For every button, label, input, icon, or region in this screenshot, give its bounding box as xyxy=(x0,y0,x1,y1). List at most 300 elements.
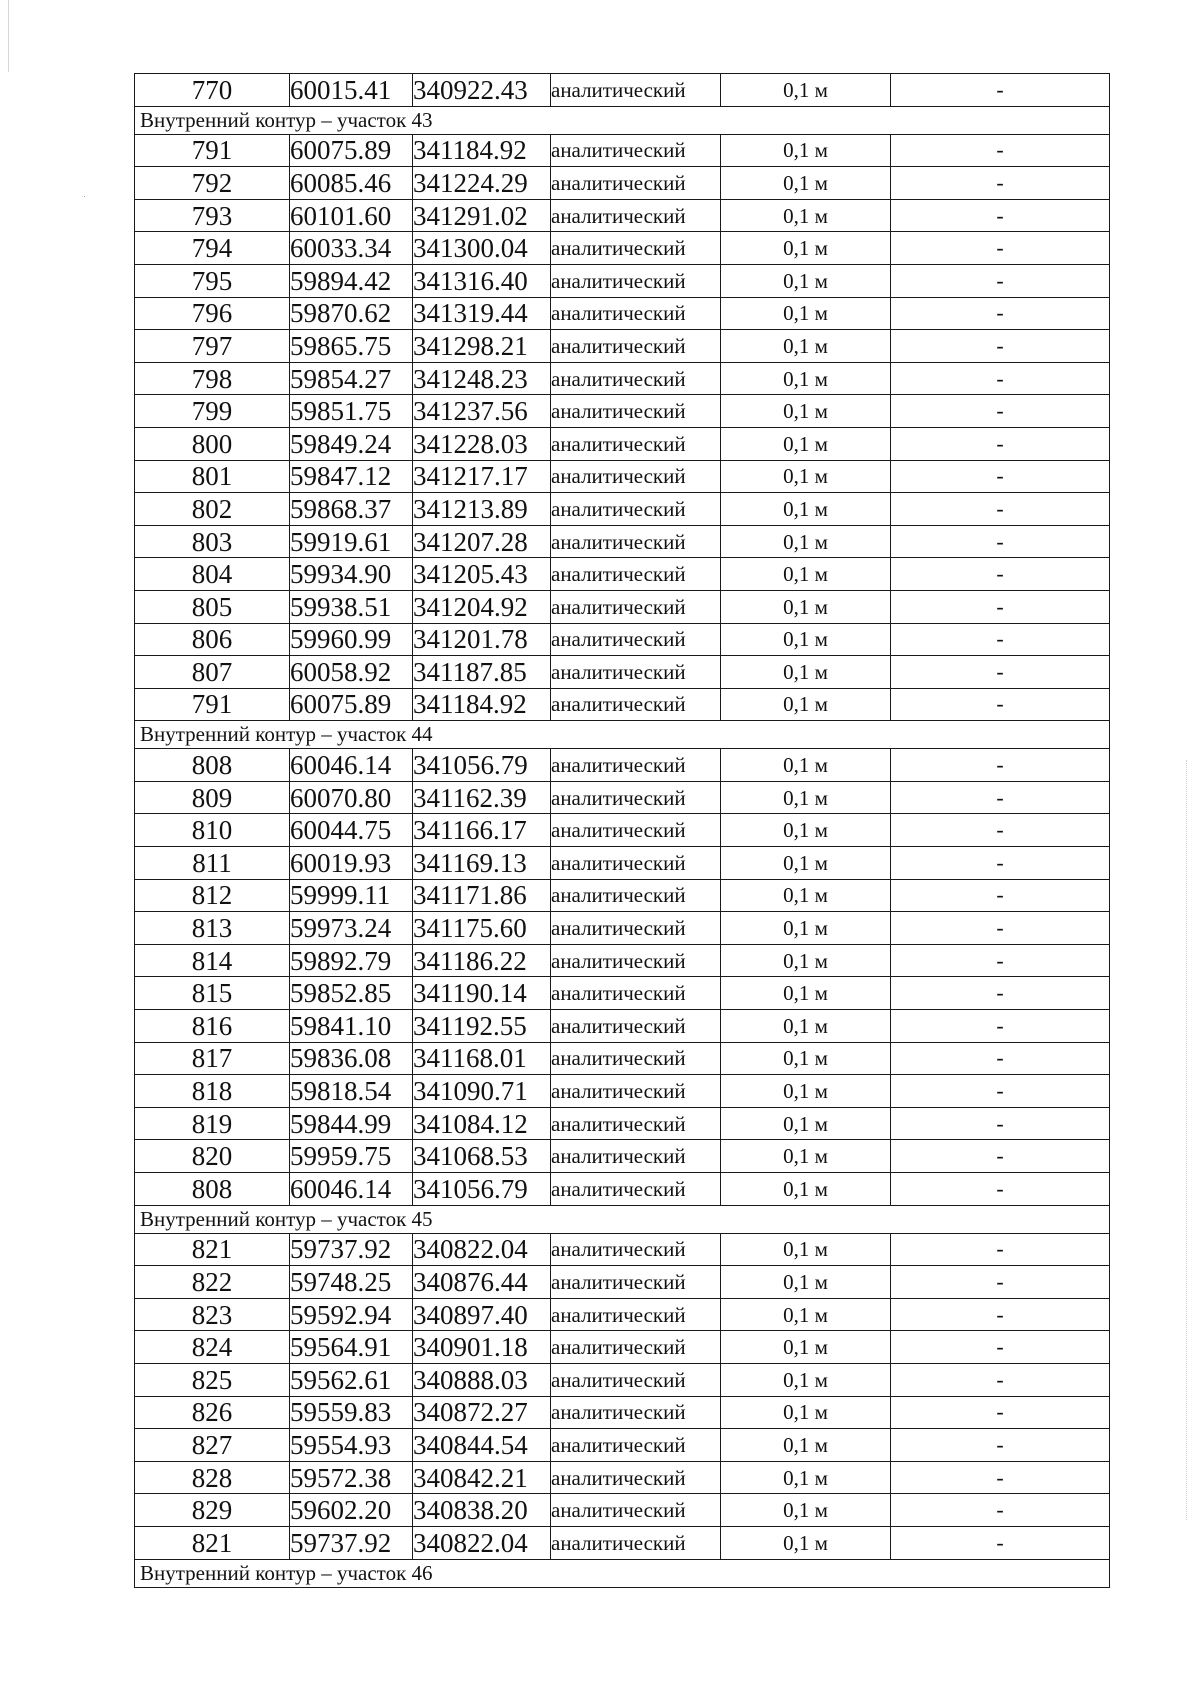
y-coordinate-cell: 340844.54 xyxy=(413,1429,551,1462)
note-cell: - xyxy=(891,1298,1110,1331)
accuracy-cell: 0,1 м xyxy=(721,199,891,232)
note-cell: - xyxy=(891,688,1110,721)
y-coordinate-cell: 341207.28 xyxy=(413,525,551,558)
y-coordinate-cell: 341169.13 xyxy=(413,847,551,880)
accuracy-cell: 0,1 м xyxy=(721,1042,891,1075)
y-coordinate-cell: 341171.86 xyxy=(413,879,551,912)
y-coordinate-cell: 341298.21 xyxy=(413,330,551,363)
y-coordinate-cell: 341190.14 xyxy=(413,977,551,1010)
accuracy-cell: 0,1 м xyxy=(721,1140,891,1173)
table-row xyxy=(135,912,1110,945)
note-cell: - xyxy=(891,199,1110,232)
method-cell: аналитический xyxy=(551,847,721,880)
x-coordinate-cell: 59999.11 xyxy=(290,879,413,912)
table-row xyxy=(135,1331,1110,1364)
accuracy-cell: 0,1 м xyxy=(721,1363,891,1396)
accuracy-cell: 0,1 м xyxy=(721,460,891,493)
note-cell: - xyxy=(891,493,1110,526)
x-coordinate-cell: 60058.92 xyxy=(290,656,413,689)
point-number-cell: 812 xyxy=(135,879,290,912)
x-coordinate-cell: 59564.91 xyxy=(290,1331,413,1364)
x-coordinate-cell: 59894.42 xyxy=(290,264,413,297)
y-coordinate-cell: 340822.04 xyxy=(413,1526,551,1559)
note-cell: - xyxy=(891,1266,1110,1299)
point-number-cell: 808 xyxy=(135,749,290,782)
y-coordinate-cell: 341184.92 xyxy=(413,134,551,167)
y-coordinate-cell: 341056.79 xyxy=(413,749,551,782)
section-header-row xyxy=(135,1205,1110,1233)
x-coordinate-cell: 59847.12 xyxy=(290,460,413,493)
y-coordinate-cell: 340838.20 xyxy=(413,1494,551,1527)
method-cell: аналитический xyxy=(551,1396,721,1429)
method-cell: аналитический xyxy=(551,1429,721,1462)
table-row xyxy=(135,1233,1110,1266)
point-number-cell: 827 xyxy=(135,1429,290,1462)
point-number-cell: 804 xyxy=(135,558,290,591)
y-coordinate-cell: 341166.17 xyxy=(413,814,551,847)
table-row xyxy=(135,847,1110,880)
table-row xyxy=(135,1396,1110,1429)
method-cell: аналитический xyxy=(551,264,721,297)
method-cell: аналитический xyxy=(551,330,721,363)
x-coordinate-cell: 60019.93 xyxy=(290,847,413,880)
note-cell: - xyxy=(891,1396,1110,1429)
x-coordinate-cell: 60085.46 xyxy=(290,167,413,200)
section-label: Внутренний контур – участок 43 xyxy=(135,106,1110,134)
section-label: Внутренний контур – участок 45 xyxy=(135,1205,1110,1233)
y-coordinate-cell: 341068.53 xyxy=(413,1140,551,1173)
accuracy-cell: 0,1 м xyxy=(721,362,891,395)
point-number-cell: 798 xyxy=(135,362,290,395)
table-row xyxy=(135,1298,1110,1331)
scan-edge-dots xyxy=(1186,760,1189,1520)
table-row xyxy=(135,297,1110,330)
accuracy-cell: 0,1 м xyxy=(721,912,891,945)
method-cell: аналитический xyxy=(551,1461,721,1494)
method-cell: аналитический xyxy=(551,1266,721,1299)
method-cell: аналитический xyxy=(551,1494,721,1527)
accuracy-cell: 0,1 м xyxy=(721,944,891,977)
accuracy-cell: 0,1 м xyxy=(721,232,891,265)
x-coordinate-cell: 60070.80 xyxy=(290,781,413,814)
method-cell: аналитический xyxy=(551,460,721,493)
x-coordinate-cell: 60015.41 xyxy=(290,74,413,107)
note-cell: - xyxy=(891,1363,1110,1396)
x-coordinate-cell: 59737.92 xyxy=(290,1526,413,1559)
accuracy-cell: 0,1 м xyxy=(721,1075,891,1108)
y-coordinate-cell: 341205.43 xyxy=(413,558,551,591)
method-cell: аналитический xyxy=(551,134,721,167)
accuracy-cell: 0,1 м xyxy=(721,264,891,297)
method-cell: аналитический xyxy=(551,493,721,526)
accuracy-cell: 0,1 м xyxy=(721,1173,891,1206)
y-coordinate-cell: 340876.44 xyxy=(413,1266,551,1299)
note-cell: - xyxy=(891,232,1110,265)
x-coordinate-cell: 59592.94 xyxy=(290,1298,413,1331)
accuracy-cell: 0,1 м xyxy=(721,395,891,428)
y-coordinate-cell: 341186.22 xyxy=(413,944,551,977)
table-row xyxy=(135,814,1110,847)
x-coordinate-cell: 59841.10 xyxy=(290,1010,413,1043)
point-number-cell: 807 xyxy=(135,656,290,689)
point-number-cell: 814 xyxy=(135,944,290,977)
coordinates-table xyxy=(134,73,1110,1588)
y-coordinate-cell: 341319.44 xyxy=(413,297,551,330)
note-cell: - xyxy=(891,167,1110,200)
x-coordinate-cell: 60046.14 xyxy=(290,1173,413,1206)
scan-speck xyxy=(84,196,85,197)
point-number-cell: 825 xyxy=(135,1363,290,1396)
x-coordinate-cell: 59892.79 xyxy=(290,944,413,977)
section-label: Внутренний контур – участок 44 xyxy=(135,721,1110,749)
method-cell: аналитический xyxy=(551,1363,721,1396)
table-row xyxy=(135,1429,1110,1462)
method-cell: аналитический xyxy=(551,1140,721,1173)
x-coordinate-cell: 59938.51 xyxy=(290,590,413,623)
table-row xyxy=(135,330,1110,363)
x-coordinate-cell: 59836.08 xyxy=(290,1042,413,1075)
method-cell: аналитический xyxy=(551,525,721,558)
method-cell: аналитический xyxy=(551,977,721,1010)
note-cell: - xyxy=(891,1461,1110,1494)
note-cell: - xyxy=(891,623,1110,656)
method-cell: аналитический xyxy=(551,656,721,689)
note-cell: - xyxy=(891,1526,1110,1559)
table-row xyxy=(135,688,1110,721)
y-coordinate-cell: 341184.92 xyxy=(413,688,551,721)
y-coordinate-cell: 341300.04 xyxy=(413,232,551,265)
x-coordinate-cell: 59851.75 xyxy=(290,395,413,428)
point-number-cell: 806 xyxy=(135,623,290,656)
table-row xyxy=(135,944,1110,977)
point-number-cell: 810 xyxy=(135,814,290,847)
accuracy-cell: 0,1 м xyxy=(721,623,891,656)
table-row xyxy=(135,656,1110,689)
point-number-cell: 792 xyxy=(135,167,290,200)
method-cell: аналитический xyxy=(551,1107,721,1140)
method-cell: аналитический xyxy=(551,74,721,107)
point-number-cell: 795 xyxy=(135,264,290,297)
y-coordinate-cell: 341228.03 xyxy=(413,427,551,460)
method-cell: аналитический xyxy=(551,781,721,814)
table-row xyxy=(135,879,1110,912)
point-number-cell: 813 xyxy=(135,912,290,945)
method-cell: аналитический xyxy=(551,749,721,782)
accuracy-cell: 0,1 м xyxy=(721,688,891,721)
point-number-cell: 791 xyxy=(135,688,290,721)
accuracy-cell: 0,1 м xyxy=(721,1107,891,1140)
table-row xyxy=(135,395,1110,428)
accuracy-cell: 0,1 м xyxy=(721,879,891,912)
note-cell: - xyxy=(891,264,1110,297)
accuracy-cell: 0,1 м xyxy=(721,1266,891,1299)
accuracy-cell: 0,1 м xyxy=(721,558,891,591)
point-number-cell: 816 xyxy=(135,1010,290,1043)
x-coordinate-cell: 59868.37 xyxy=(290,493,413,526)
x-coordinate-cell: 59844.99 xyxy=(290,1107,413,1140)
point-number-cell: 799 xyxy=(135,395,290,428)
point-number-cell: 805 xyxy=(135,590,290,623)
accuracy-cell: 0,1 м xyxy=(721,525,891,558)
x-coordinate-cell: 59602.20 xyxy=(290,1494,413,1527)
y-coordinate-cell: 341201.78 xyxy=(413,623,551,656)
note-cell: - xyxy=(891,781,1110,814)
x-coordinate-cell: 60075.89 xyxy=(290,688,413,721)
table-row xyxy=(135,493,1110,526)
table-row xyxy=(135,199,1110,232)
table-row xyxy=(135,1042,1110,1075)
table-row xyxy=(135,558,1110,591)
method-cell: аналитический xyxy=(551,1042,721,1075)
point-number-cell: 815 xyxy=(135,977,290,1010)
y-coordinate-cell: 341213.89 xyxy=(413,493,551,526)
accuracy-cell: 0,1 м xyxy=(721,297,891,330)
note-cell: - xyxy=(891,1494,1110,1527)
y-coordinate-cell: 341192.55 xyxy=(413,1010,551,1043)
accuracy-cell: 0,1 м xyxy=(721,1461,891,1494)
table-row xyxy=(135,525,1110,558)
method-cell: аналитический xyxy=(551,879,721,912)
point-number-cell: 770 xyxy=(135,74,290,107)
table-row xyxy=(135,1075,1110,1108)
note-cell: - xyxy=(891,558,1110,591)
note-cell: - xyxy=(891,1331,1110,1364)
accuracy-cell: 0,1 м xyxy=(721,590,891,623)
accuracy-cell: 0,1 м xyxy=(721,1526,891,1559)
point-number-cell: 821 xyxy=(135,1526,290,1559)
note-cell: - xyxy=(891,74,1110,107)
method-cell: аналитический xyxy=(551,1075,721,1108)
y-coordinate-cell: 341162.39 xyxy=(413,781,551,814)
method-cell: аналитический xyxy=(551,395,721,428)
point-number-cell: 797 xyxy=(135,330,290,363)
y-coordinate-cell: 341056.79 xyxy=(413,1173,551,1206)
method-cell: аналитический xyxy=(551,1526,721,1559)
table-row xyxy=(135,167,1110,200)
y-coordinate-cell: 340842.21 xyxy=(413,1461,551,1494)
point-number-cell: 824 xyxy=(135,1331,290,1364)
y-coordinate-cell: 341187.85 xyxy=(413,656,551,689)
note-cell: - xyxy=(891,330,1110,363)
note-cell: - xyxy=(891,1233,1110,1266)
note-cell: - xyxy=(891,1429,1110,1462)
y-coordinate-cell: 341175.60 xyxy=(413,912,551,945)
note-cell: - xyxy=(891,1075,1110,1108)
point-number-cell: 794 xyxy=(135,232,290,265)
y-coordinate-cell: 341168.01 xyxy=(413,1042,551,1075)
table-row xyxy=(135,362,1110,395)
note-cell: - xyxy=(891,814,1110,847)
x-coordinate-cell: 59818.54 xyxy=(290,1075,413,1108)
note-cell: - xyxy=(891,656,1110,689)
x-coordinate-cell: 59959.75 xyxy=(290,1140,413,1173)
y-coordinate-cell: 341316.40 xyxy=(413,264,551,297)
table-row xyxy=(135,232,1110,265)
table-row xyxy=(135,977,1110,1010)
point-number-cell: 828 xyxy=(135,1461,290,1494)
point-number-cell: 821 xyxy=(135,1233,290,1266)
note-cell: - xyxy=(891,977,1110,1010)
point-number-cell: 808 xyxy=(135,1173,290,1206)
accuracy-cell: 0,1 м xyxy=(721,1494,891,1527)
point-number-cell: 791 xyxy=(135,134,290,167)
y-coordinate-cell: 341224.29 xyxy=(413,167,551,200)
point-number-cell: 823 xyxy=(135,1298,290,1331)
accuracy-cell: 0,1 м xyxy=(721,749,891,782)
y-coordinate-cell: 341248.23 xyxy=(413,362,551,395)
section-label: Внутренний контур – участок 46 xyxy=(135,1559,1110,1587)
accuracy-cell: 0,1 м xyxy=(721,330,891,363)
note-cell: - xyxy=(891,362,1110,395)
method-cell: аналитический xyxy=(551,688,721,721)
table-row xyxy=(135,781,1110,814)
table-row xyxy=(135,134,1110,167)
x-coordinate-cell: 59554.93 xyxy=(290,1429,413,1462)
method-cell: аналитический xyxy=(551,623,721,656)
accuracy-cell: 0,1 м xyxy=(721,1233,891,1266)
section-header-row xyxy=(135,721,1110,749)
method-cell: аналитический xyxy=(551,1331,721,1364)
table-row xyxy=(135,1173,1110,1206)
x-coordinate-cell: 59852.85 xyxy=(290,977,413,1010)
scan-edge-mark xyxy=(8,0,9,72)
table-row xyxy=(135,1363,1110,1396)
y-coordinate-cell: 341291.02 xyxy=(413,199,551,232)
point-number-cell: 818 xyxy=(135,1075,290,1108)
method-cell: аналитический xyxy=(551,199,721,232)
point-number-cell: 822 xyxy=(135,1266,290,1299)
x-coordinate-cell: 59960.99 xyxy=(290,623,413,656)
point-number-cell: 800 xyxy=(135,427,290,460)
x-coordinate-cell: 59973.24 xyxy=(290,912,413,945)
method-cell: аналитический xyxy=(551,427,721,460)
method-cell: аналитический xyxy=(551,814,721,847)
point-number-cell: 803 xyxy=(135,525,290,558)
point-number-cell: 819 xyxy=(135,1107,290,1140)
point-number-cell: 793 xyxy=(135,199,290,232)
x-coordinate-cell: 59559.83 xyxy=(290,1396,413,1429)
method-cell: аналитический xyxy=(551,297,721,330)
accuracy-cell: 0,1 м xyxy=(721,977,891,1010)
x-coordinate-cell: 59934.90 xyxy=(290,558,413,591)
table-row xyxy=(135,1494,1110,1527)
accuracy-cell: 0,1 м xyxy=(721,656,891,689)
x-coordinate-cell: 60075.89 xyxy=(290,134,413,167)
accuracy-cell: 0,1 м xyxy=(721,1010,891,1043)
y-coordinate-cell: 340922.43 xyxy=(413,74,551,107)
note-cell: - xyxy=(891,1140,1110,1173)
accuracy-cell: 0,1 м xyxy=(721,781,891,814)
y-coordinate-cell: 340888.03 xyxy=(413,1363,551,1396)
accuracy-cell: 0,1 м xyxy=(721,134,891,167)
x-coordinate-cell: 60101.60 xyxy=(290,199,413,232)
y-coordinate-cell: 340901.18 xyxy=(413,1331,551,1364)
note-cell: - xyxy=(891,460,1110,493)
accuracy-cell: 0,1 м xyxy=(721,427,891,460)
note-cell: - xyxy=(891,297,1110,330)
table-row xyxy=(135,1461,1110,1494)
table-row xyxy=(135,427,1110,460)
method-cell: аналитический xyxy=(551,1233,721,1266)
note-cell: - xyxy=(891,134,1110,167)
point-number-cell: 820 xyxy=(135,1140,290,1173)
method-cell: аналитический xyxy=(551,912,721,945)
point-number-cell: 811 xyxy=(135,847,290,880)
point-number-cell: 809 xyxy=(135,781,290,814)
accuracy-cell: 0,1 м xyxy=(721,1429,891,1462)
y-coordinate-cell: 341090.71 xyxy=(413,1075,551,1108)
table-row xyxy=(135,590,1110,623)
method-cell: аналитический xyxy=(551,1010,721,1043)
accuracy-cell: 0,1 м xyxy=(721,74,891,107)
table-row xyxy=(135,1010,1110,1043)
note-cell: - xyxy=(891,944,1110,977)
note-cell: - xyxy=(891,879,1110,912)
note-cell: - xyxy=(891,1107,1110,1140)
method-cell: аналитический xyxy=(551,1173,721,1206)
point-number-cell: 802 xyxy=(135,493,290,526)
accuracy-cell: 0,1 м xyxy=(721,493,891,526)
method-cell: аналитический xyxy=(551,590,721,623)
table-row xyxy=(135,1526,1110,1559)
note-cell: - xyxy=(891,1042,1110,1075)
table-row xyxy=(135,460,1110,493)
note-cell: - xyxy=(891,1010,1110,1043)
x-coordinate-cell: 59865.75 xyxy=(290,330,413,363)
point-number-cell: 796 xyxy=(135,297,290,330)
method-cell: аналитический xyxy=(551,167,721,200)
x-coordinate-cell: 59562.61 xyxy=(290,1363,413,1396)
x-coordinate-cell: 60033.34 xyxy=(290,232,413,265)
x-coordinate-cell: 59919.61 xyxy=(290,525,413,558)
table-row xyxy=(135,623,1110,656)
y-coordinate-cell: 341204.92 xyxy=(413,590,551,623)
accuracy-cell: 0,1 м xyxy=(721,814,891,847)
x-coordinate-cell: 59849.24 xyxy=(290,427,413,460)
method-cell: аналитический xyxy=(551,944,721,977)
method-cell: аналитический xyxy=(551,362,721,395)
note-cell: - xyxy=(891,847,1110,880)
note-cell: - xyxy=(891,590,1110,623)
table-row xyxy=(135,749,1110,782)
x-coordinate-cell: 59748.25 xyxy=(290,1266,413,1299)
accuracy-cell: 0,1 м xyxy=(721,847,891,880)
method-cell: аналитический xyxy=(551,232,721,265)
table-row xyxy=(135,1266,1110,1299)
accuracy-cell: 0,1 м xyxy=(721,1396,891,1429)
accuracy-cell: 0,1 м xyxy=(721,1298,891,1331)
accuracy-cell: 0,1 м xyxy=(721,1331,891,1364)
x-coordinate-cell: 59854.27 xyxy=(290,362,413,395)
y-coordinate-cell: 340872.27 xyxy=(413,1396,551,1429)
y-coordinate-cell: 341217.17 xyxy=(413,460,551,493)
x-coordinate-cell: 59572.38 xyxy=(290,1461,413,1494)
y-coordinate-cell: 340822.04 xyxy=(413,1233,551,1266)
note-cell: - xyxy=(891,395,1110,428)
point-number-cell: 817 xyxy=(135,1042,290,1075)
section-header-row xyxy=(135,1559,1110,1587)
note-cell: - xyxy=(891,912,1110,945)
method-cell: аналитический xyxy=(551,1298,721,1331)
point-number-cell: 826 xyxy=(135,1396,290,1429)
note-cell: - xyxy=(891,749,1110,782)
note-cell: - xyxy=(891,427,1110,460)
note-cell: - xyxy=(891,1173,1110,1206)
x-coordinate-cell: 59737.92 xyxy=(290,1233,413,1266)
accuracy-cell: 0,1 м xyxy=(721,167,891,200)
note-cell: - xyxy=(891,525,1110,558)
y-coordinate-cell: 340897.40 xyxy=(413,1298,551,1331)
